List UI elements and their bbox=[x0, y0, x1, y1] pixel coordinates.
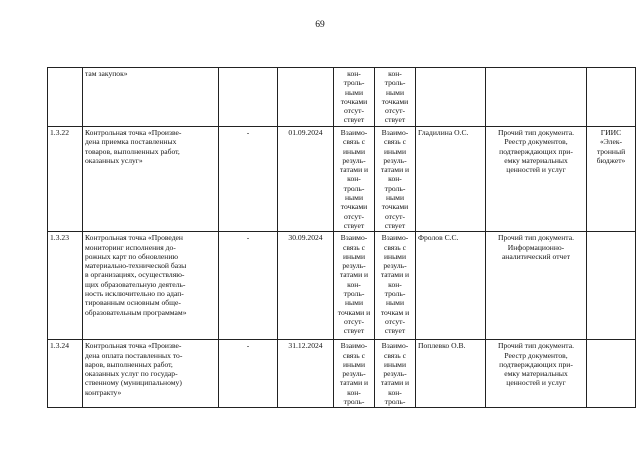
cell-text-line: резуль- bbox=[342, 369, 366, 379]
cell-text-line: мониторинг исполнения до- bbox=[85, 242, 176, 252]
cell-text-line: товаров, выполненных работ, bbox=[85, 146, 180, 156]
cell-text-line: ствует bbox=[343, 115, 365, 125]
cell-text-line: троль- bbox=[343, 397, 365, 407]
cell-text-line: ценностей и услуг bbox=[506, 378, 566, 388]
cell-text-line: контракту» bbox=[85, 387, 122, 397]
cell-text-line: ствует bbox=[343, 326, 365, 336]
cell-text-line: ствует bbox=[384, 220, 406, 230]
cell-text-line: Прочий тип документа. bbox=[498, 128, 574, 137]
cell-text-line: Реестр документов, bbox=[504, 350, 568, 360]
cell-text-line: ствует bbox=[384, 115, 406, 125]
cell-result bbox=[219, 68, 278, 127]
cell-text-line: отсут- bbox=[343, 316, 365, 326]
cell-document-type bbox=[486, 232, 587, 340]
cell-text-line: Взаимо- bbox=[381, 233, 409, 243]
cell-text-line: ствует bbox=[343, 220, 365, 230]
cell-text-line: резуль- bbox=[342, 155, 366, 165]
cell-text-line: иными bbox=[383, 146, 407, 156]
cell-result: - bbox=[219, 127, 278, 232]
cell-text-line: троль- bbox=[343, 78, 365, 88]
cell-text-line: отсут- bbox=[343, 106, 365, 116]
cell-text-line: ными bbox=[385, 193, 405, 203]
page-number: 69 bbox=[315, 20, 325, 30]
cell-information-system bbox=[587, 68, 636, 127]
cell-date: 01.09.2024 bbox=[278, 127, 334, 232]
cell-text-line: связь с bbox=[342, 242, 366, 252]
cell-text-line: Контрольная точка «Произве- bbox=[85, 341, 182, 351]
cell-text-line: связь с bbox=[383, 137, 407, 147]
cell-information-system bbox=[587, 127, 636, 232]
cell-text-line: ценностей и услуг bbox=[506, 165, 566, 175]
cell-text-line: Контрольная точка «Произве- bbox=[85, 128, 182, 137]
cell-text-line: Взаимо- bbox=[340, 341, 368, 351]
cell-item-number: 1.3.23 bbox=[48, 232, 83, 340]
cell-text-line: ными bbox=[344, 193, 364, 203]
cell-text-line: троль- bbox=[343, 183, 365, 193]
cell-text-line: иными bbox=[342, 251, 366, 261]
cell-text-line: Взаимо- bbox=[340, 128, 368, 137]
cell-text-line: иными bbox=[342, 146, 366, 156]
cell-text-line: там закупок» bbox=[85, 69, 128, 78]
cell-text-line: щих образовательную деятель- bbox=[85, 279, 186, 289]
cell-text-line: Взаимо- bbox=[381, 128, 409, 137]
cell-date: 30.09.2024 bbox=[278, 232, 334, 340]
cell-text-line: оказанных услуг» bbox=[85, 155, 143, 165]
cell-text-line: татами и bbox=[380, 378, 410, 388]
cell-date: 31.12.2024 bbox=[278, 340, 334, 408]
cell-checkpoint-name bbox=[83, 232, 219, 340]
cell-text-line: Взаимо- bbox=[340, 233, 368, 243]
cell-text-line: дена оплата поставленных то- bbox=[85, 350, 183, 360]
cell-text-line: в организациях, осуществляю- bbox=[85, 270, 185, 280]
cell-text-line: дена приемка поставленных bbox=[85, 137, 177, 147]
cell-text-line: емку материальных bbox=[504, 369, 568, 379]
cell-item-number: 1.3.24 bbox=[48, 340, 83, 408]
cell-text-line: Информационно- bbox=[507, 242, 565, 252]
cell-text-line: связь с bbox=[342, 350, 366, 360]
cell-successor-link bbox=[375, 340, 416, 408]
cell-text-line: кон- bbox=[347, 69, 361, 78]
cell-text-line: кон- bbox=[388, 174, 402, 184]
cell-checkpoint-name bbox=[83, 340, 219, 408]
cell-text-line: рожных карт по обновлению bbox=[85, 251, 179, 261]
cell-text-line: ГИИС bbox=[600, 128, 622, 137]
cell-text-line: резуль- bbox=[383, 261, 407, 271]
cell-text-line: связь с bbox=[383, 242, 407, 252]
cell-text-line: отсут- bbox=[384, 106, 406, 116]
cell-information-system bbox=[587, 232, 636, 340]
cell-text-line: иными bbox=[383, 251, 407, 261]
cell-document-type bbox=[486, 127, 587, 232]
cell-text-line: точками и bbox=[337, 307, 371, 317]
table-row bbox=[48, 68, 636, 127]
cell-text-line: точками bbox=[381, 202, 409, 212]
cell-text-line: троль- bbox=[384, 397, 406, 407]
cell-successor-link bbox=[375, 127, 416, 232]
cell-item-number: 1.3.22 bbox=[48, 127, 83, 232]
cell-text-line: оказанных услуг по государ- bbox=[85, 369, 178, 379]
cell-text-line: ствует bbox=[384, 326, 406, 336]
cell-text-line: ственному (муниципальному) bbox=[85, 378, 182, 388]
cell-text-line: татами и bbox=[339, 165, 369, 175]
cell-text-line: иными bbox=[383, 359, 407, 369]
cell-predecessor-link bbox=[334, 127, 375, 232]
cell-text-line: «Элек- bbox=[599, 137, 623, 147]
cell-text-line: материально-технической базы bbox=[85, 261, 187, 271]
cell-text-line: варов, выполненных работ, bbox=[85, 359, 173, 369]
cell-result: - bbox=[219, 232, 278, 340]
cell-text-line: Реестр документов, bbox=[504, 137, 568, 147]
cell-text-line: связь с bbox=[342, 137, 366, 147]
cell-text-line: Прочий тип документа. bbox=[498, 233, 574, 243]
cell-text-line: тированным основным обще- bbox=[85, 298, 181, 308]
cell-text-line: Прочий тип документа. bbox=[498, 341, 574, 351]
cell-text-line: кон- bbox=[388, 69, 402, 78]
cell-text-line: ными bbox=[344, 298, 364, 308]
table-row bbox=[48, 232, 636, 340]
cell-text-line: кон- bbox=[347, 279, 361, 289]
cell-text-line: подтверждающих при- bbox=[499, 359, 573, 369]
cell-text-line: бюджет» bbox=[596, 155, 626, 165]
cell-text-line: отсут- bbox=[343, 211, 365, 221]
cell-text-line: татами и bbox=[339, 378, 369, 388]
cell-text-line: татами и bbox=[380, 165, 410, 175]
cell-responsible: Фролов С.С. bbox=[416, 232, 486, 340]
cell-text-line: Взаимо- bbox=[381, 341, 409, 351]
cell-text-line: точкам и bbox=[380, 307, 410, 317]
cell-text-line: кон- bbox=[347, 174, 361, 184]
cell-text-line: ность исключительно по адап- bbox=[85, 289, 184, 299]
cell-responsible: Поплевко О.В. bbox=[416, 340, 486, 408]
cell-text-line: ными bbox=[344, 87, 364, 97]
cell-checkpoint-name bbox=[83, 68, 219, 127]
cell-information-system bbox=[587, 340, 636, 408]
cell-text-line: тронный bbox=[596, 146, 626, 156]
cell-text-line: аналитический отчет bbox=[501, 251, 571, 261]
table-row bbox=[48, 127, 636, 232]
cell-text-line: троль- bbox=[343, 289, 365, 299]
cell-successor-link bbox=[375, 232, 416, 340]
cell-result: - bbox=[219, 340, 278, 408]
cell-text-line: Контрольная точка «Проведен bbox=[85, 233, 183, 243]
cell-document-type bbox=[486, 340, 587, 408]
cell-successor-link bbox=[375, 68, 416, 127]
cell-text-line: троль- bbox=[384, 183, 406, 193]
cell-text-line: образовательным программам» bbox=[85, 307, 187, 317]
cell-text-line: татами и bbox=[380, 270, 410, 280]
cell-checkpoint-name bbox=[83, 127, 219, 232]
cell-text-line: троль- bbox=[384, 78, 406, 88]
cell-text-line: резуль- bbox=[383, 155, 407, 165]
cell-text-line: ными bbox=[385, 87, 405, 97]
cell-text-line: отсут- bbox=[384, 211, 406, 221]
cell-predecessor-link bbox=[334, 232, 375, 340]
cell-text-line: кон- bbox=[388, 387, 402, 397]
cell-responsible bbox=[416, 68, 486, 127]
cell-text-line: ными bbox=[385, 298, 405, 308]
cell-text-line: емку материальных bbox=[504, 155, 568, 165]
cell-text-line: точками bbox=[340, 202, 368, 212]
cell-text-line: подтверждающих при- bbox=[499, 146, 573, 156]
cell-text-line: татами и bbox=[339, 270, 369, 280]
table-row bbox=[48, 340, 636, 408]
cell-date bbox=[278, 68, 334, 127]
plan-table bbox=[47, 67, 636, 408]
cell-text-line: иными bbox=[342, 359, 366, 369]
cell-text-line: точками bbox=[381, 96, 409, 106]
cell-text-line: связь с bbox=[383, 350, 407, 360]
cell-text-line: резуль- bbox=[342, 261, 366, 271]
cell-item-number bbox=[48, 68, 83, 127]
cell-text-line: кон- bbox=[347, 387, 361, 397]
cell-text-line: резуль- bbox=[383, 369, 407, 379]
cell-text-line: кон- bbox=[388, 279, 402, 289]
cell-document-type bbox=[486, 68, 587, 127]
cell-responsible: Гладилина О.С. bbox=[416, 127, 486, 232]
cell-predecessor-link bbox=[334, 68, 375, 127]
cell-text-line: троль- bbox=[384, 289, 406, 299]
cell-text-line: точками bbox=[340, 96, 368, 106]
cell-text-line: отсут- bbox=[384, 316, 406, 326]
cell-predecessor-link bbox=[334, 340, 375, 408]
